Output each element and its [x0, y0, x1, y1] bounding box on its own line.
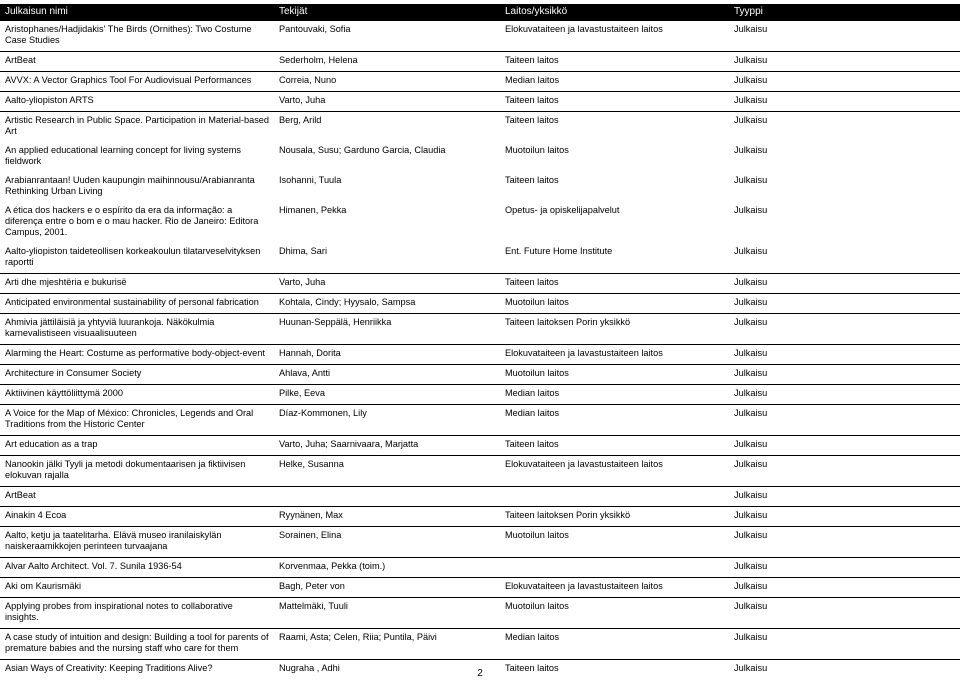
cell-type: Julkaisu [729, 385, 960, 405]
cell-unit: Taiteen laitos [500, 436, 729, 456]
cell-authors: Pantouvaki, Sofia [279, 24, 351, 34]
cell-authors: Dhima, Sari [279, 246, 327, 256]
table-row [0, 456, 960, 487]
cell-unit: Ent. Future Home Institute [505, 246, 613, 256]
cell-authors: Kohtala, Cindy; Hyysalo, Sampsa [274, 294, 500, 314]
cell-type: Julkaisu [729, 487, 960, 507]
cell-title: Alvar Aalto Architect. Vol. 7. Sunila 1936-54 [0, 558, 274, 578]
cell-authors: Himanen, Pekka [279, 205, 347, 215]
cell-unit: Taiteen laitos [505, 175, 559, 185]
cell-type: Julkaisu [734, 145, 768, 155]
cell-type: Julkaisu [729, 405, 960, 436]
cell-unit: Muotoilun laitos [500, 365, 729, 385]
publication-table-container [0, 4, 960, 679]
cell-title: Nanookin jälki Tyyli ja metodi dokumentaarisen ja fiktiivisen elokuvan rajalla [0, 456, 274, 487]
cell-authors: Varto, Juha; Saarnivaara, Marjatta [274, 436, 500, 456]
cell-title: Aalto-yliopiston ARTS [0, 92, 274, 112]
table-row [0, 436, 960, 456]
header-unit: Laitos/yksikkö [500, 4, 729, 21]
cell-type: Julkaisu [729, 345, 960, 365]
cell-authors: Berg, Arild [274, 112, 500, 143]
cell-authors: Bagh, Peter von [274, 578, 500, 598]
cell-title: Arti dhe mjeshtëria e bukurisë [0, 274, 274, 294]
cell-unit: Taiteen laitos [500, 112, 729, 143]
table-row [0, 578, 960, 598]
cell-title: Ahmivia jättiläisiä ja yhtyviä luurankoja. Näkökulmia karnevalistiseen visuaalisuuteen [0, 314, 274, 345]
table-row [0, 487, 960, 507]
table-row [0, 598, 960, 629]
cell-title: Artistic Research in Public Space. Participation in Material-based Art [0, 112, 274, 143]
cell-type: Julkaisu [729, 365, 960, 385]
cell-unit [500, 558, 729, 578]
header-type: Tyyppi [729, 4, 960, 21]
cell-type: Julkaisu [734, 175, 768, 185]
table-row [0, 92, 960, 112]
cell-authors: Hannah, Dorita [274, 345, 500, 365]
cell-title: A Voice for the Map of México: Chronicles, Legends and Oral Traditions from the Historic Center [0, 405, 274, 436]
cell-authors: Ahlava, Antti [274, 365, 500, 385]
cell-unit: Muotoilun laitos [505, 145, 569, 155]
cell-type: Julkaisu [729, 314, 960, 345]
cell-unit: Taiteen laitos [500, 660, 729, 680]
cell-authors: Sorainen, Elina [274, 527, 500, 558]
table-row [0, 314, 960, 345]
cell-title: Aalto-yliopiston taideteollisen korkeakoulun tilatarveselvityksen raportti [5, 246, 261, 267]
publication-table [0, 4, 960, 679]
table-row [0, 294, 960, 314]
cell-type: Julkaisu [729, 274, 960, 294]
cell-unit: Taiteen laitoksen Porin yksikkö [500, 314, 729, 345]
cell-type: Julkaisu [729, 294, 960, 314]
cell-title: ArtBeat [0, 487, 274, 507]
table-row [0, 72, 960, 92]
table-row [0, 274, 960, 294]
cell-title: Architecture in Consumer Society [0, 365, 274, 385]
cell-type: Julkaisu [729, 112, 960, 143]
cell-title: Aalto, ketju ja taatelitarha. Elävä museo iranilaiskylän naiskeraamikkojen perinteen turvaajana [0, 527, 274, 558]
cell-unit: Elokuvataiteen ja lavastustaiteen laitos [505, 24, 663, 34]
table-row [0, 202, 960, 243]
cell-authors: Varto, Juha [274, 274, 500, 294]
cell-type: Julkaisu [729, 72, 960, 92]
cell-authors: Helke, Susanna [274, 456, 500, 487]
cell-authors: Isohanni, Tuula [279, 175, 342, 185]
cell-title: Aristophanes/Hadjidakis' The Birds (Ornithes): Two Costume Case Studies [5, 24, 252, 45]
cell-authors: Varto, Juha [274, 92, 500, 112]
cell-unit [500, 487, 729, 507]
cell-authors: Pilke, Eeva [274, 385, 500, 405]
cell-unit: Median laitos [500, 405, 729, 436]
cell-type: Julkaisu [729, 52, 960, 72]
cell-title: Aktiivinen käyttöliittymä 2000 [0, 385, 274, 405]
table-header-row [0, 4, 960, 21]
cell-type: Julkaisu [734, 246, 768, 256]
cell-type: Julkaisu [729, 598, 960, 629]
cell-type: Julkaisu [734, 24, 768, 34]
cell-authors: Mattelmäki, Tuuli [274, 598, 500, 629]
cell-unit: Elokuvataiteen ja lavastustaiteen laitos [500, 456, 729, 487]
cell-title: A ética dos hackers e o espírito da era da informação: a diferença entre o bom e o mau hacker. Rio de Janeiro: Editora Campus, 2001. [5, 205, 259, 237]
table-row [0, 629, 960, 660]
cell-unit: Muotoilun laitos [500, 598, 729, 629]
header-authors: Tekijät [274, 4, 500, 21]
cell-authors: Correia, Nuno [274, 72, 500, 92]
cell-title: ArtBeat [0, 52, 274, 72]
header-title: Julkaisun nimi [0, 4, 274, 21]
cell-unit: Muotoilun laitos [500, 294, 729, 314]
table-body [0, 21, 960, 679]
page-number: 2 [477, 668, 483, 679]
cell-authors: Korvenmaa, Pekka (toim.) [274, 558, 500, 578]
cell-unit: Median laitos [500, 385, 729, 405]
table-row [0, 112, 960, 143]
cell-authors [274, 487, 500, 507]
table-row [0, 243, 960, 274]
cell-unit: Taiteen laitos [500, 274, 729, 294]
table-row [0, 527, 960, 558]
cell-title: Arabianrantaan! Uuden kaupungin maihinnousu/Arabianranta Rethinking Urban Living [5, 175, 255, 196]
cell-type: Julkaisu [729, 436, 960, 456]
cell-unit: Opetus- ja opiskelijapalvelut [505, 205, 620, 215]
table-row [0, 405, 960, 436]
table-row [0, 345, 960, 365]
cell-type: Julkaisu [729, 527, 960, 558]
cell-type: Julkaisu [729, 456, 960, 487]
cell-type: Julkaisu [729, 92, 960, 112]
cell-unit: Taiteen laitoksen Porin yksikkö [500, 507, 729, 527]
cell-type: Julkaisu [734, 205, 768, 215]
cell-title: Asian Ways of Creativity: Keeping Traditions Alive? [0, 660, 274, 680]
cell-title: Ainakin 4 Ecoa [0, 507, 274, 527]
cell-unit: Taiteen laitos [500, 52, 729, 72]
cell-title: Art education as a trap [0, 436, 274, 456]
table-row [0, 507, 960, 527]
cell-title: Applying probes from inspirational notes to collaborative insights. [0, 598, 274, 629]
table-row [0, 172, 960, 202]
cell-authors: Díaz-Kommonen, Lily [274, 405, 500, 436]
cell-unit: Elokuvataiteen ja lavastustaiteen laitos [500, 578, 729, 598]
cell-unit: Taiteen laitos [500, 92, 729, 112]
cell-title: A case study of intuition and design: Building a tool for parents of premature babies and the nursing staff who care for them [0, 629, 274, 660]
cell-authors: Sederholm, Helena [274, 52, 500, 72]
cell-title: An applied educational learning concept for living systems fieldwork [5, 145, 241, 166]
cell-type: Julkaisu [729, 629, 960, 660]
cell-title: AVVX: A Vector Graphics Tool For Audiovisual Performances [0, 72, 274, 92]
table-row [0, 558, 960, 578]
cell-unit: Median laitos [500, 72, 729, 92]
cell-unit: Median laitos [500, 629, 729, 660]
table-row [0, 142, 960, 172]
table-row [0, 365, 960, 385]
cell-title: Anticipated environmental sustainability of personal fabrication [0, 294, 274, 314]
cell-authors: Huunan-Seppälä, Henriikka [274, 314, 500, 345]
cell-authors: Raami, Asta; Celen, Riia; Puntila, Päivi [274, 629, 500, 660]
cell-type: Julkaisu [729, 558, 960, 578]
cell-authors: Ryynänen, Max [274, 507, 500, 527]
table-row [0, 52, 960, 72]
cell-title: Alarming the Heart: Costume as performative body-object-event [0, 345, 274, 365]
cell-type: Julkaisu [729, 578, 960, 598]
table-row [0, 385, 960, 405]
cell-authors: Nousala, Susu; Garduno Garcia, Claudia [279, 145, 446, 155]
cell-type: Julkaisu [729, 507, 960, 527]
cell-unit: Muotoilun laitos [500, 527, 729, 558]
cell-type: Julkaisu [729, 660, 960, 680]
cell-title: Aki om Kaurismäki [0, 578, 274, 598]
cell-unit: Elokuvataiteen ja lavastustaiteen laitos [500, 345, 729, 365]
cell-authors: Nugraha , Adhi [274, 660, 500, 680]
table-row [0, 21, 960, 52]
